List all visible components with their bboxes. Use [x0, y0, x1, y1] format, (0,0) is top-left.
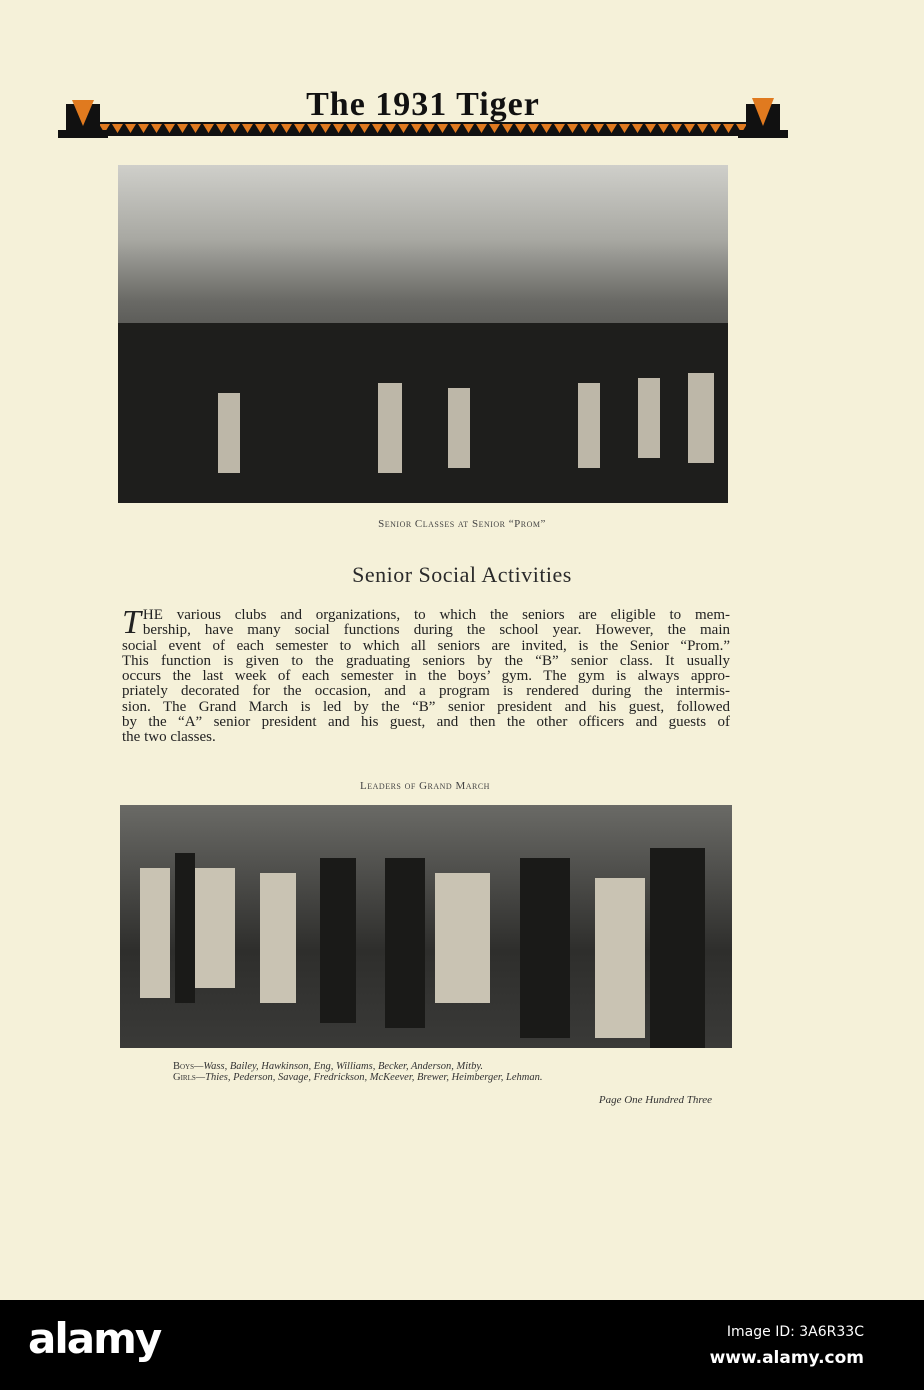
drop-cap: T — [122, 604, 141, 641]
boys-list: Wass, Bailey, Hawkinson, Eng, Williams, Becker, Anderson, Mitby. — [203, 1061, 484, 1072]
couples-silhouette — [120, 818, 732, 1048]
watermark-footer — [0, 1300, 924, 1390]
photo2-names — [173, 1061, 543, 1083]
body-line: sion. The Grand March is led by the “B” senior president and his guest, followed — [122, 698, 730, 715]
photo2-caption: Leaders of Grand March — [360, 780, 490, 792]
girls-list: Thies, Pederson, Savage, Fredrickson, McKeever, Brewer, Heimberger, Lehman. — [205, 1072, 543, 1083]
body-line: social event of each semester to which all seniors are invited, is the Senior “Prom.” — [122, 637, 730, 654]
yearbook-title: The 1931 Tiger — [306, 86, 540, 123]
body-line: the two classes. — [122, 729, 216, 746]
body-line: priately decorated for the occasion, and a program is rendered during the intermis- — [122, 683, 730, 700]
article-body — [122, 604, 730, 746]
body-line: This function is given to the graduating seniors by the “B” senior class. It usually — [122, 652, 730, 669]
prom-crowd-photo — [118, 165, 728, 503]
zigzag-pattern-icon — [98, 124, 748, 134]
boys-names: Boys—Wass, Bailey, Hawkinson, Eng, Williams, Becker, Anderson, Mitby. — [173, 1061, 484, 1072]
body-line: occurs the last week of each semester in the boys’ gym. The gym is always appro- — [122, 668, 730, 685]
girls-names: Girls—Thies, Pederson, Savage, Fredrickson, McKeever, Brewer, Heimberger, Lehman. — [173, 1072, 543, 1083]
art-deco-ornament-right-icon — [738, 96, 788, 138]
page-header — [58, 86, 788, 138]
alamy-logo: alamy — [28, 1314, 161, 1363]
site-url: www.alamy.com — [709, 1348, 864, 1368]
body-line: by the “A” senior president and his guest, and then the other officers and guests of — [122, 714, 730, 731]
boys-label: Boys — [173, 1061, 195, 1072]
girls-label: Girls — [173, 1072, 196, 1083]
page-number: Page One Hundred Three — [598, 1094, 712, 1106]
zigzag-border — [98, 122, 748, 136]
grand-march-leaders-photo — [120, 805, 732, 1048]
crowd-silhouette — [118, 303, 728, 503]
body-line: HE various clubs and organizations, to which the seniors are eligible to mem- — [142, 607, 730, 623]
body-line: bership, have many social functions during the school year. However, the main — [142, 622, 730, 639]
photo1-caption: Senior Classes at Senior “Prom” — [378, 518, 546, 530]
article-heading: Senior Social Activities — [352, 562, 572, 587]
art-deco-ornament-left-icon — [58, 96, 108, 138]
image-id: Image ID: 3A6R33C — [726, 1324, 864, 1340]
